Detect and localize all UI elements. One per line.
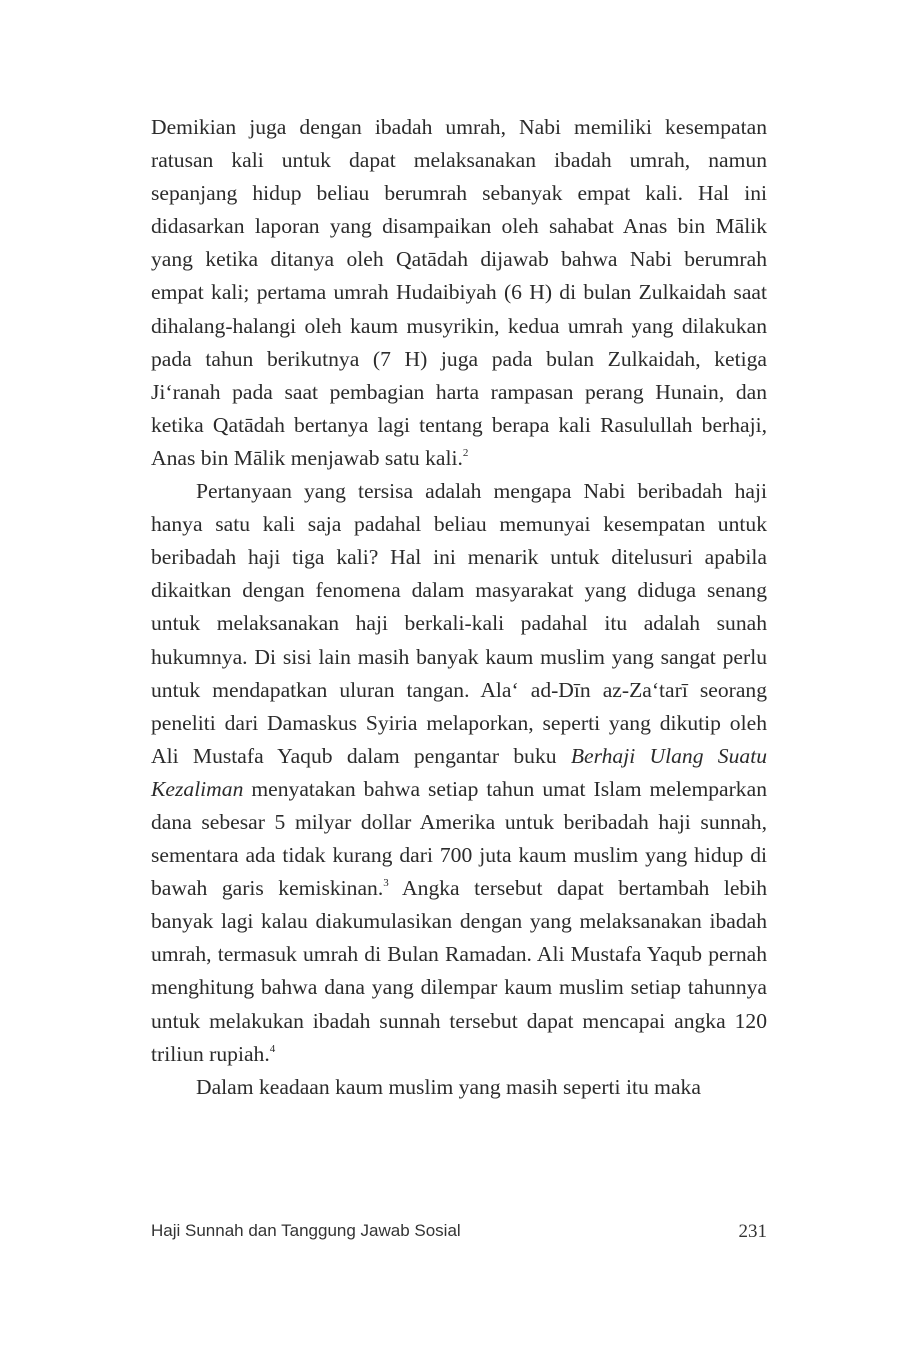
paragraph-1 (151, 111, 767, 475)
book-title-italic: Berhaji Ulang Suatu Kezaliman (151, 743, 767, 801)
footnote-marker-4[interactable]: 4 (269, 1042, 276, 1055)
page-body (151, 111, 767, 1104)
paragraph-text: menyatakan bahwa setiap tahun umat Islam melemparkan dana sebesar 5 milyar dollar Amerika untuk beribadah haji sunnah, sementara ada tidak kurang dari 700 juta kaum muslim yang hidup di bawah garis kemiskinan. (151, 776, 767, 901)
paragraph-text: Angka tersebut dapat bertambah lebih banyak lagi kalau diakumulasikan dengan yang melaksanakan ibadah umrah, termasuk umrah di Bulan Ramadan. Ali Mustafa Yaqub pernah menghitung bahwa dana yang dilempar kaum muslim setiap tahunnya untuk melakukan ibadah sunnah tersebut dapat mencapai angka 120 triliun rupiah. (151, 876, 767, 1066)
paragraph-text: Dalam keadaan kaum muslim yang masih seperti itu maka (196, 1074, 701, 1099)
paragraph-2 (151, 475, 767, 1071)
footnote-marker-2[interactable]: 2 (462, 446, 469, 459)
page-number: 231 (738, 1221, 767, 1242)
paragraph-3 (151, 1071, 767, 1104)
paragraph-text: Pertanyaan yang tersisa adalah mengapa Nabi beribadah haji hanya satu kali saja padahal beliau memunyai kesempatan untuk beribadah haji tiga kali? Hal ini menarik untuk ditelusuri apabila dikaitkan dengan fenomena dalam masyarakat yang diduga senang untuk melaksanakan haji berkali-kali padahal itu adalah sunah hukumnya. Di sisi lain masih banyak kaum muslim yang sangat perlu untuk mendapatkan uluran tangan. Ala‘ ad-Dīn az-Za‘tarī seorang peneliti dari Damaskus Syiria melaporkan, seperti yang dikutip oleh Ali Mustafa Yaqub dalam pengantar buku (151, 479, 767, 768)
running-title: Haji Sunnah dan Tanggung Jawab Sosial (151, 1221, 461, 1240)
paragraph-text: Demikian juga dengan ibadah umrah, Nabi memiliki kesempatan ratusan kali untuk dapat melaksanakan ibadah umrah, namun sepanjang hidup beliau berumrah sebanyak empat kali. Hal ini didasarkan laporan yang disampaikan oleh sahabat Anas bin Mālik yang ketika ditanya oleh Qatādah dijawab bahwa Nabi berumrah empat kali; pertama umrah Hudaibiyah (6 H) di bulan Zulkaidah saat dihalang-halangi oleh kaum musyrikin, kedua umrah yang dilakukan pada tahun berikutnya (7 H) juga pada bulan Zulkaidah, ketiga Ji‘ranah pada saat pembagian harta rampasan perang Hunain, dan ketika Qatādah bertanya lagi tentang berapa kali Rasulullah berhaji, Anas bin Mālik menjawab satu kali. (151, 115, 767, 470)
page-footer (151, 1221, 767, 1247)
footnote-marker-3[interactable]: 3 (383, 877, 389, 890)
